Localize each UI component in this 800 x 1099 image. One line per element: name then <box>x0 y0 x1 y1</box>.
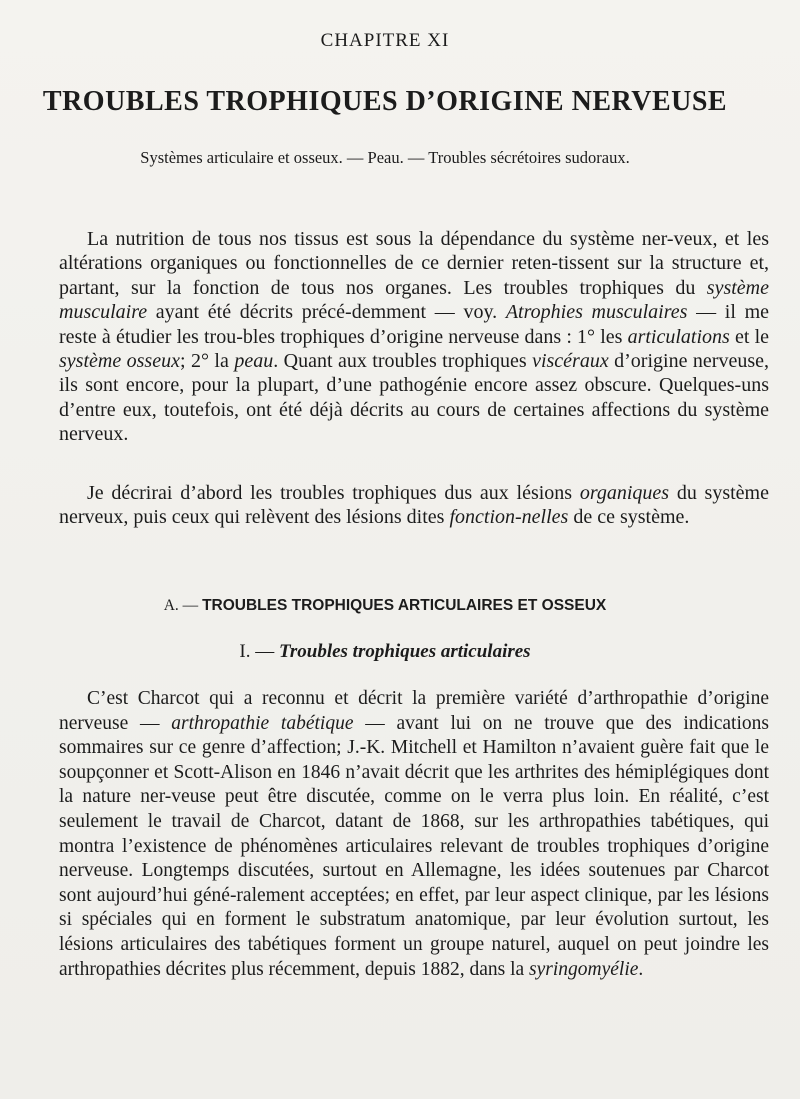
chapter-title: TROUBLES TROPHIQUES D’ORIGINE NERVEUSE <box>42 86 728 117</box>
section-title: TROUBLES TROPHIQUES ARTICULAIRES ET OSSEUX <box>202 597 607 614</box>
section-heading <box>0 597 770 615</box>
chapter-label: CHAPITRE XI <box>320 30 450 51</box>
subsection-heading <box>0 641 770 663</box>
subsection-number: I. — <box>239 641 279 662</box>
chapter-subtitle: Systèmes articulaire et osseux. — Peau. — Troubles sécrétoires sudoraux. <box>140 148 630 167</box>
subsection-title: Troubles trophiques articulaires <box>278 641 531 662</box>
section-letter: A. — <box>163 597 203 614</box>
intro-paragraph-1: La nutrition de tous nos tissus est sous la dépendance du système ner-veux, et les altérations organiques ou fonctionnelles de ce dernier reten-tissent sur la structure et, partant, sur la fonction de tous nos organes. Les troubles trophiques du système musculaire ayant été décrits précé-demment — voy. Atrophies musculaires — il me reste à étudier les trou-bles trophiques d’origine nerveuse dans : 1° les articulations et le système osseux; 2° la peau. Quant aux troubles trophiques viscéraux d’origine nerveuse, ils sont encore, pour la plupart, d’une pathogénie encore assez obscure. Quelques-uns d’entre eux, toutefois, ont été déjà décrits au cours de certaines affections du système nerveux. <box>59 228 770 446</box>
body-paragraph-1: C’est Charcot qui a reconnu et décrit la première variété d’arthropathie d’origine nerveuse — arthropathie tabétique — avant lui on ne trouve que des indications sommaires sur ce genre d’affection; J.-K. Mitchell et Hamilton n’avaient guère fait que le soupçonner et Scott-Alison en 1846 n’avait décrit que les arthrites des hémiplégiques dont la nature ner-veuse peut être discutée, comme on le verra plus loin. En réalité, c’est seulement le travail de Charcot, datant de 1868, sur les arthropathies tabétiques, qui montra l’existence de phénomènes articulaires relevant de troubles trophiques d’origine nerveuse. Longtemps discutées, surtout en Allemagne, les idées soutenues par Charcot sont aujourd’hui géné-ralement acceptées; en effet, par leur aspect clinique, par les lésions si spéciales qui en forment le substratum anatomique, par leur évolution surtout, les lésions articulaires des tabétiques forment un groupe naturel, auquel on peut joindre les arthropathies décrites plus récemment, depuis 1882, dans la syringomyélie. <box>59 688 769 980</box>
intro-paragraph-2: Je décrirai d’abord les troubles trophiques dus aux lésions organiques du système nerveux, puis ceux qui relèvent des lésions dites fonction-nelles de ce système. <box>59 482 769 529</box>
